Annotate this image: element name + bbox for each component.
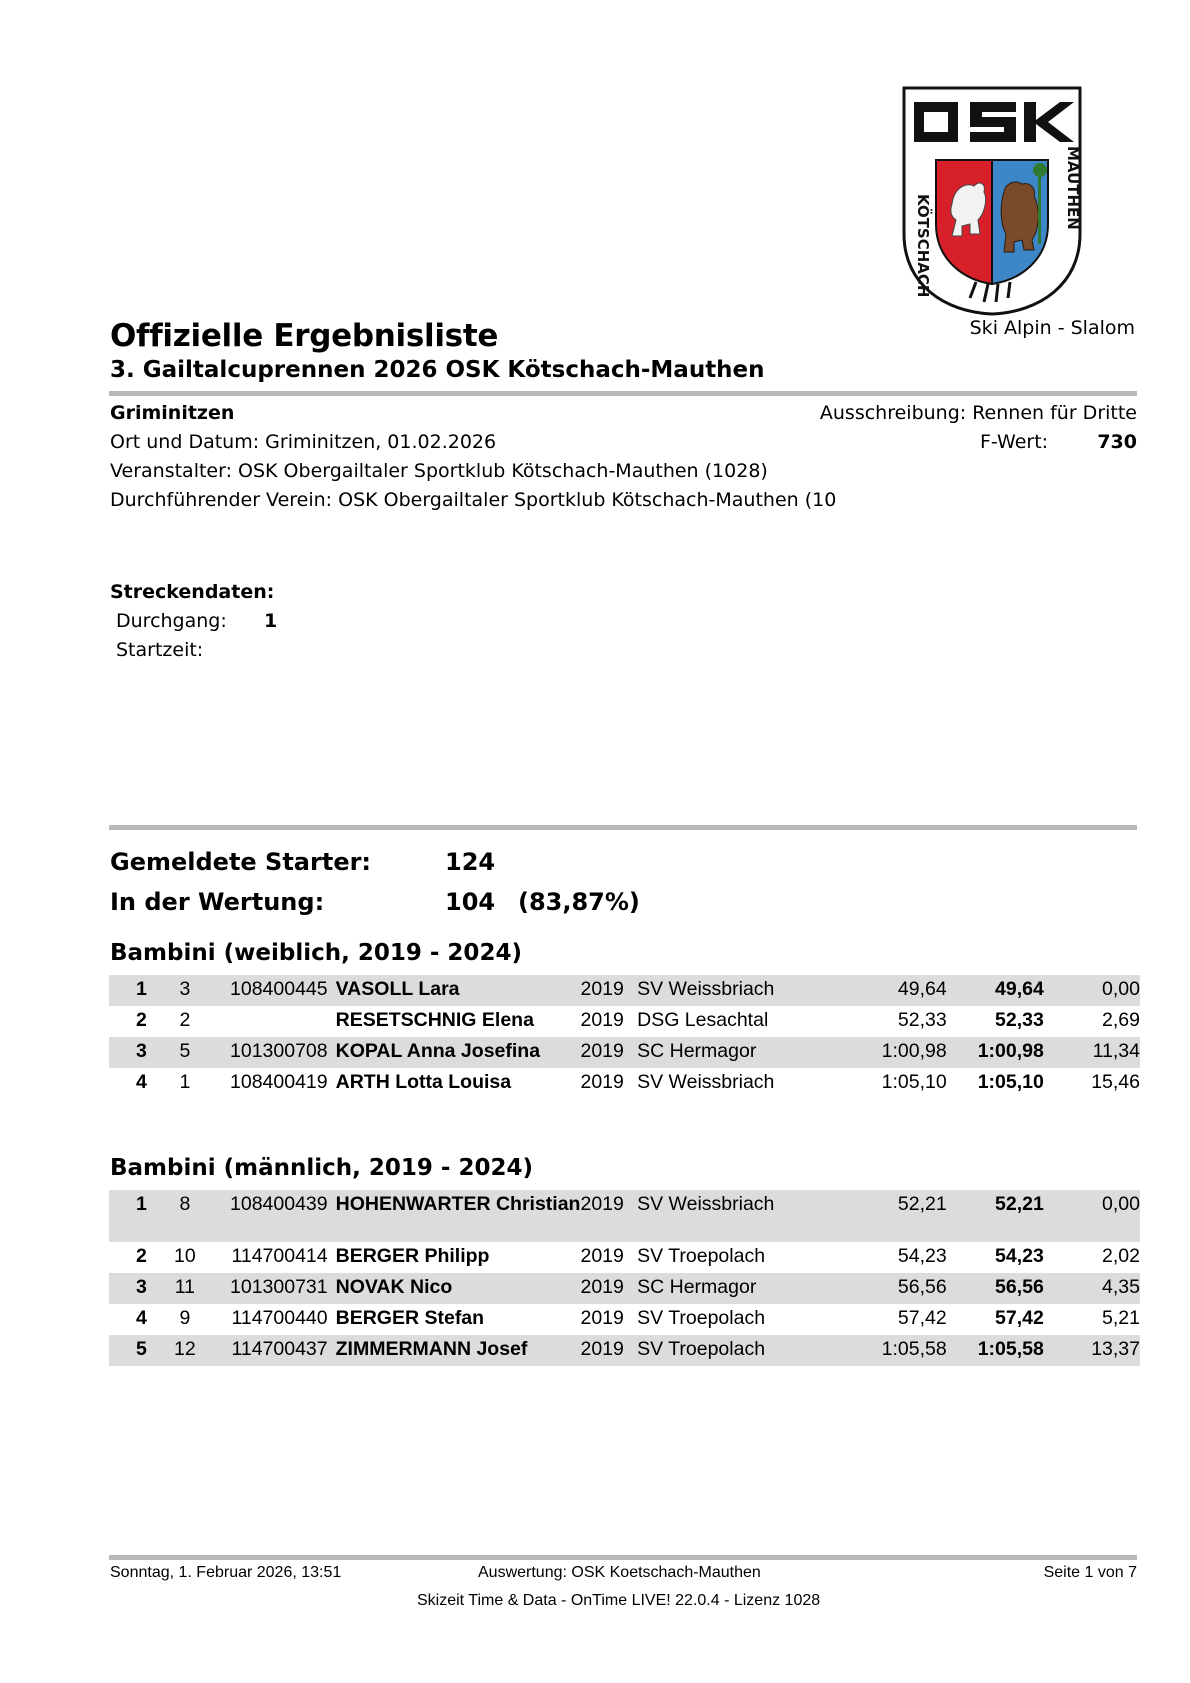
time-difference: 11,34: [1044, 1037, 1140, 1068]
birth-year: 2019: [580, 1071, 624, 1093]
rank: 3: [109, 1037, 174, 1068]
athlete-code: 101300731: [196, 1273, 336, 1304]
ranked-value: 104: [445, 888, 496, 916]
table-row: [109, 1068, 1140, 1099]
athlete-code: 101300708: [196, 1037, 336, 1068]
f-value: 730: [1097, 431, 1137, 453]
rank: 2: [135, 1245, 147, 1267]
athlete-code: 108400419: [230, 1071, 328, 1093]
run1-time: 52,33: [897, 1009, 947, 1031]
birth-year: 2019: [580, 1307, 624, 1329]
place-date: Ort und Datum: Griminitzen, 01.02.2026: [110, 431, 497, 453]
rank: 1: [109, 1190, 174, 1242]
birth-year: 2019: [580, 1245, 624, 1267]
birth-year: 2019: [580, 975, 637, 1006]
club: SV Weissbriach: [637, 1071, 775, 1093]
header-divider: [109, 391, 1137, 396]
athlete-code: 108400439: [196, 1190, 336, 1242]
results-table: [109, 975, 1140, 1099]
bib-number: 8: [174, 1190, 196, 1242]
total-time: 54,23: [995, 1245, 1044, 1267]
birth-year: 2019: [580, 1273, 637, 1304]
bib-number: 12: [174, 1335, 196, 1366]
total-time: 1:00,98: [947, 1037, 1044, 1068]
club: SV Weissbriach: [637, 975, 849, 1006]
total-time: 56,56: [947, 1273, 1044, 1304]
time-difference: 15,46: [1091, 1071, 1140, 1093]
bib-number: 11: [174, 1273, 196, 1304]
bib-number: 1: [179, 1071, 191, 1093]
registered-starters-value: 124: [445, 848, 496, 876]
run-label: Durchgang:: [116, 610, 227, 632]
rank: 4: [135, 1307, 147, 1329]
run1-time: 1:05,58: [850, 1335, 947, 1366]
time-difference: 0,00: [1044, 975, 1140, 1006]
category-title: Bambini (weiblich, 2019 - 2024): [110, 940, 522, 966]
club: SV Troepolach: [637, 1307, 766, 1329]
athlete-code: [196, 1006, 336, 1037]
club: DSG Lesachtal: [637, 1009, 769, 1031]
table-row: [109, 975, 1140, 1006]
athlete-code: 114700437: [196, 1335, 336, 1366]
rank: 5: [109, 1335, 174, 1366]
tender-type: Ausschreibung: Rennen für Dritte: [819, 402, 1137, 424]
table-row: [109, 1335, 1140, 1366]
table-row: [109, 1242, 1140, 1273]
run1-time: 54,23: [897, 1245, 947, 1267]
athlete-name: RESETSCHNIG Elena: [335, 1009, 534, 1031]
run1-time: 56,56: [850, 1273, 947, 1304]
footer-software: Skizeit Time & Data - OnTime LIVE! 22.0.4 - Lizenz 1028: [417, 1592, 821, 1609]
footer-datetime: Sonntag, 1. Februar 2026, 13:51: [110, 1564, 342, 1581]
f-value-label: F-Wert:: [980, 431, 1049, 453]
page-title: Offizielle Ergebnisliste: [110, 318, 499, 354]
table-row: [109, 1273, 1140, 1304]
run1-time: 52,21: [850, 1190, 947, 1242]
athlete-name: NOVAK Nico: [336, 1273, 581, 1304]
athlete-code: 114700414: [231, 1245, 328, 1267]
table-row: [109, 1304, 1140, 1335]
registered-starters-label: Gemeldete Starter:: [110, 848, 372, 876]
birth-year: 2019: [580, 1335, 637, 1366]
footer-divider: [109, 1555, 1137, 1560]
club: SV Troepolach: [637, 1335, 849, 1366]
total-time: 49,64: [947, 975, 1044, 1006]
total-time: 52,21: [947, 1190, 1044, 1242]
start-time-label: Startzeit:: [116, 639, 204, 661]
rank: 1: [109, 975, 174, 1006]
time-difference: 13,37: [1044, 1335, 1140, 1366]
category-title: Bambini (männlich, 2019 - 2024): [110, 1155, 533, 1181]
birth-year: 2019: [580, 1037, 637, 1068]
rank: 2: [135, 1009, 147, 1031]
table-row: [109, 1190, 1140, 1242]
bib-number: 3: [174, 975, 196, 1006]
time-difference: 4,35: [1044, 1273, 1140, 1304]
run1-time: 1:00,98: [850, 1037, 947, 1068]
time-difference: 2,69: [1102, 1009, 1140, 1031]
event-title: 3. Gailtalcuprennen 2026 OSK Kötschach-Mauthen: [110, 357, 765, 383]
bib-number: 10: [174, 1245, 196, 1267]
table-row: [109, 1037, 1140, 1068]
time-difference: 5,21: [1102, 1307, 1140, 1329]
venue-name: Griminitzen: [110, 402, 235, 424]
total-time: 52,33: [995, 1009, 1044, 1031]
total-time: 1:05,58: [947, 1335, 1044, 1366]
organizer: Veranstalter: OSK Obergailtaler Sportklub Kötschach-Mauthen (1028): [110, 460, 768, 482]
athlete-name: ARTH Lotta Louisa: [335, 1071, 512, 1093]
birth-year: 2019: [580, 1009, 624, 1031]
time-difference: 2,02: [1102, 1245, 1140, 1267]
rank: 3: [109, 1273, 174, 1304]
table-row: [109, 1006, 1140, 1037]
results-table: [109, 1190, 1140, 1366]
birth-year: 2019: [580, 1190, 637, 1242]
bib-number: 5: [174, 1037, 196, 1068]
footer-evaluation: Auswertung: OSK Koetschach-Mauthen: [478, 1564, 761, 1581]
ranked-label: In der Wertung:: [110, 888, 325, 916]
executing-club: Durchführender Verein: OSK Obergailtaler Sportklub Kötschach-Mauthen (10: [110, 489, 837, 511]
total-time: 57,42: [995, 1307, 1044, 1329]
athlete-name: ZIMMERMANN Josef: [336, 1335, 581, 1366]
discipline-label: Ski Alpin - Slalom: [969, 317, 1135, 339]
crest-ring-text-left: KÖTSCHACH: [914, 194, 932, 298]
club: SC Hermagor: [637, 1273, 849, 1304]
summary-divider: [109, 825, 1137, 830]
club: SV Troepolach: [637, 1245, 766, 1267]
rank: 4: [135, 1071, 147, 1093]
run1-time: 49,64: [850, 975, 947, 1006]
bib-number: 9: [179, 1307, 191, 1329]
total-time: 1:05,10: [977, 1071, 1044, 1093]
athlete-name: HOHENWARTER Christian: [336, 1190, 581, 1242]
athlete-code: 108400445: [196, 975, 336, 1006]
ranked-percentage: (83,87%): [518, 888, 640, 916]
athlete-name: BERGER Stefan: [335, 1307, 485, 1329]
time-difference: 0,00: [1044, 1190, 1140, 1242]
athlete-name: VASOLL Lara: [336, 975, 581, 1006]
run-value: 1: [264, 610, 278, 632]
athlete-name: KOPAL Anna Josefina: [336, 1037, 581, 1068]
footer-page-number: Seite 1 von 7: [1043, 1564, 1137, 1581]
crest-ring-text-right: MAUTHEN: [1064, 146, 1082, 230]
run1-time: 57,42: [897, 1307, 947, 1329]
club: SV Weissbriach: [637, 1190, 849, 1242]
run1-time: 1:05,10: [881, 1071, 947, 1093]
osk-club-crest-icon: [900, 84, 1084, 316]
bib-number: 2: [179, 1009, 191, 1031]
athlete-name: BERGER Philipp: [335, 1245, 490, 1267]
athlete-code: 114700440: [231, 1307, 328, 1329]
course-heading: Streckendaten:: [110, 581, 275, 603]
club: SC Hermagor: [637, 1037, 849, 1068]
